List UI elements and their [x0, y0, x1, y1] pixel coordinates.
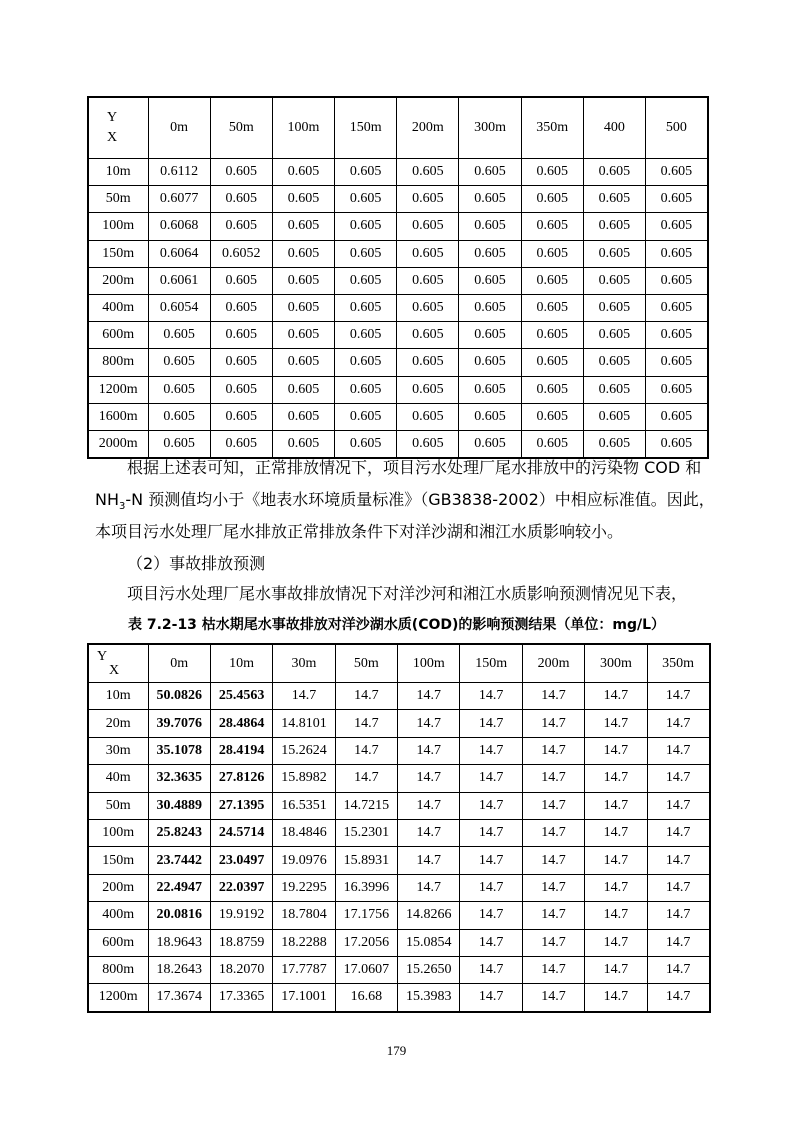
table-cell: 0.605: [335, 430, 397, 458]
column-header: 0m: [148, 644, 210, 683]
table-cell: 14.7: [522, 847, 584, 874]
table-cell: 14.7: [647, 956, 709, 983]
column-header: 50m: [335, 644, 397, 683]
table-cell: 15.3983: [398, 984, 460, 1012]
table-cell: 14.7: [522, 792, 584, 819]
table-cell: 0.605: [521, 349, 583, 376]
table-cell: 19.9192: [210, 902, 272, 929]
table-cell: 24.5714: [210, 819, 272, 846]
table-cell: 0.605: [210, 403, 272, 430]
table-cell: 14.7: [460, 683, 522, 710]
nh3-rest: -N 预测值均小于《地表水环境质量标准》（GB3838-2002）中相应标准值。因此，: [125, 490, 715, 509]
table-cell: 19.0976: [273, 847, 335, 874]
table-cell: 0.605: [210, 376, 272, 403]
table-cell: 32.3635: [148, 765, 210, 792]
table-row: [88, 430, 708, 458]
table-cell: 0.605: [583, 322, 645, 349]
paragraph-conclusion-line1: 根据上述表可知，正常排放情况下，项目污水处理厂尾水排放中的污染物 COD 和: [127, 458, 702, 477]
table-cell: 0.605: [459, 322, 521, 349]
row-header: 800m: [88, 349, 148, 376]
table-cell: 23.7442: [148, 847, 210, 874]
row-header: 200m: [88, 267, 148, 294]
table-cell: 0.605: [646, 159, 708, 186]
table-row: [88, 240, 708, 267]
table-cell: 0.605: [521, 403, 583, 430]
normal-discharge-table: [87, 96, 709, 459]
table-cell: 18.8759: [210, 929, 272, 956]
table-cell: 22.4947: [148, 874, 210, 901]
table-cell: 15.0854: [398, 929, 460, 956]
table-cell: 14.7: [647, 710, 709, 737]
table-cell: 0.605: [583, 213, 645, 240]
table-cell: 0.605: [583, 430, 645, 458]
table-cell: 0.605: [397, 213, 459, 240]
column-header: 100m: [272, 97, 334, 159]
table-cell: 0.605: [210, 430, 272, 458]
table-cell: 0.605: [397, 349, 459, 376]
table-cell: 14.7: [460, 765, 522, 792]
table-row: [88, 847, 710, 874]
table-cell: 0.605: [148, 376, 210, 403]
table-cell: 14.7: [273, 683, 335, 710]
table-cell: 14.7: [398, 765, 460, 792]
table-cell: 18.2643: [148, 956, 210, 983]
table-cell: 0.605: [521, 267, 583, 294]
table-cell: 17.3365: [210, 984, 272, 1012]
table-cell: 0.605: [272, 403, 334, 430]
table-cell: 14.7: [647, 984, 709, 1012]
corner-cell: [88, 97, 148, 159]
table-cell: 0.605: [272, 186, 334, 213]
table-cell: 0.605: [272, 213, 334, 240]
row-header: 50m: [88, 792, 148, 819]
table-cell: 14.7: [585, 710, 647, 737]
row-header: 100m: [88, 819, 148, 846]
table-cell: 0.605: [210, 267, 272, 294]
table-cell: 0.605: [335, 322, 397, 349]
row-header: 150m: [88, 847, 148, 874]
row-header: 400m: [88, 902, 148, 929]
table-cell: 50.0826: [148, 683, 210, 710]
table-cell: 14.7: [585, 765, 647, 792]
row-header: 10m: [88, 683, 148, 710]
table-cell: 14.7: [585, 683, 647, 710]
table-cell: 27.8126: [210, 765, 272, 792]
table-cell: 0.605: [459, 186, 521, 213]
table-cell: 0.605: [272, 294, 334, 321]
corner-cell: [88, 644, 148, 683]
table-cell: 0.605: [397, 186, 459, 213]
table-cell: 14.7: [335, 710, 397, 737]
table-cell: 14.7: [585, 984, 647, 1012]
table-cell: 0.605: [397, 159, 459, 186]
table-cell: 0.605: [335, 159, 397, 186]
table-cell: 30.4889: [148, 792, 210, 819]
table-cell: 14.7: [647, 765, 709, 792]
table-cell: 17.1001: [273, 984, 335, 1012]
table-cell: 14.7: [398, 792, 460, 819]
table-cell: 14.7: [460, 737, 522, 764]
table-cell: 0.605: [521, 186, 583, 213]
table-cell: 0.605: [646, 322, 708, 349]
table-cell: 0.605: [272, 267, 334, 294]
table-cell: 0.605: [397, 322, 459, 349]
table-row: [88, 349, 708, 376]
table-cell: 14.7: [647, 792, 709, 819]
table-cell: 0.6064: [148, 240, 210, 267]
column-header: 200m: [522, 644, 584, 683]
table-cell: 0.605: [210, 186, 272, 213]
row-header: 600m: [88, 322, 148, 349]
paragraph-conclusion-line2: [95, 490, 715, 517]
table-cell: 0.605: [459, 349, 521, 376]
row-header: 150m: [88, 240, 148, 267]
table-cell: 0.605: [148, 430, 210, 458]
table-cell: 14.7: [585, 847, 647, 874]
table-cell: 14.7: [522, 765, 584, 792]
table-cell: 16.68: [335, 984, 397, 1012]
table-row: [88, 819, 710, 846]
table-cell: 0.605: [272, 430, 334, 458]
table-cell: 18.2288: [273, 929, 335, 956]
table-row: [88, 792, 710, 819]
table-cell: 14.7: [522, 929, 584, 956]
column-header: 50m: [210, 97, 272, 159]
table-row: [88, 403, 708, 430]
table-cell: 0.605: [210, 322, 272, 349]
table-cell: 23.0497: [210, 847, 272, 874]
table-cell: 0.605: [148, 403, 210, 430]
table-cell: 0.605: [272, 376, 334, 403]
table-cell: 14.7: [522, 874, 584, 901]
table-cell: 19.2295: [273, 874, 335, 901]
table-cell: 0.605: [646, 403, 708, 430]
table-cell: 15.2650: [398, 956, 460, 983]
table-cell: 28.4194: [210, 737, 272, 764]
table-cell: 0.605: [397, 403, 459, 430]
table-cell: 14.8266: [398, 902, 460, 929]
column-header: 300m: [585, 644, 647, 683]
table-row: [88, 929, 710, 956]
table-row: [88, 186, 708, 213]
table-cell: 0.605: [646, 240, 708, 267]
table-cell: 0.605: [210, 349, 272, 376]
table-cell: 15.8982: [273, 765, 335, 792]
table-cell: 14.7: [398, 683, 460, 710]
table-cell: 17.0607: [335, 956, 397, 983]
table-cell: 0.605: [521, 294, 583, 321]
table-cell: 0.605: [148, 322, 210, 349]
column-header: 500: [646, 97, 708, 159]
table-cell: 0.605: [646, 430, 708, 458]
row-header: 600m: [88, 929, 148, 956]
table-cell: 28.4864: [210, 710, 272, 737]
table-cell: 16.5351: [273, 792, 335, 819]
table-row: [88, 294, 708, 321]
column-header: 300m: [459, 97, 521, 159]
table-cell: 0.605: [148, 349, 210, 376]
table-cell: 14.7: [460, 874, 522, 901]
table-cell: 14.7: [522, 737, 584, 764]
table-cell: 16.3996: [335, 874, 397, 901]
table-row: [88, 737, 710, 764]
table-cell: 14.7: [585, 929, 647, 956]
table-cell: 14.7: [460, 710, 522, 737]
table-cell: 0.605: [646, 186, 708, 213]
table-cell: 0.605: [521, 159, 583, 186]
column-header: 150m: [335, 97, 397, 159]
table-cell: 0.605: [335, 240, 397, 267]
column-header: 350m: [521, 97, 583, 159]
table-cell: 0.6077: [148, 186, 210, 213]
column-header: 30m: [273, 644, 335, 683]
table-row: [88, 267, 708, 294]
table-cell: 14.7: [647, 902, 709, 929]
table-cell: 0.605: [521, 430, 583, 458]
table-cell: 14.8101: [273, 710, 335, 737]
table-cell: 25.4563: [210, 683, 272, 710]
row-header: 2000m: [88, 430, 148, 458]
table-cell: 0.6061: [148, 267, 210, 294]
table-cell: 0.605: [335, 267, 397, 294]
column-header: 400: [583, 97, 645, 159]
table-cell: 14.7: [522, 984, 584, 1012]
header-row: [88, 644, 710, 683]
table-cell: 0.605: [646, 267, 708, 294]
table-cell: 17.3674: [148, 984, 210, 1012]
table-cell: 15.2301: [335, 819, 397, 846]
table-cell: 0.605: [459, 213, 521, 240]
column-header: 350m: [647, 644, 709, 683]
page-number: 179: [386, 1043, 407, 1058]
axis-y-label: Y: [97, 648, 108, 664]
table-cell: 14.7: [398, 710, 460, 737]
accident-discharge-table: [87, 643, 711, 1013]
table-cell: 22.0397: [210, 874, 272, 901]
table-cell: 0.6054: [148, 294, 210, 321]
table-cell: 0.605: [335, 213, 397, 240]
table-cell: 0.605: [397, 240, 459, 267]
table-cell: 0.605: [210, 159, 272, 186]
table-cell: 14.7: [585, 737, 647, 764]
table-row: [88, 874, 710, 901]
table-cell: 0.605: [521, 213, 583, 240]
table-cell: 14.7: [398, 847, 460, 874]
table-cell: 14.7: [585, 792, 647, 819]
table-cell: 27.1395: [210, 792, 272, 819]
table-cell: 14.7: [335, 737, 397, 764]
table-cell: 0.605: [521, 240, 583, 267]
table-cell: 14.7: [460, 847, 522, 874]
table-cell: 14.7: [522, 819, 584, 846]
nh3-prefix: NH: [95, 490, 119, 509]
table-cell: 0.605: [335, 186, 397, 213]
table-cell: 14.7: [585, 819, 647, 846]
table-cell: 0.605: [335, 376, 397, 403]
table-cell: 0.605: [646, 294, 708, 321]
table-row: [88, 710, 710, 737]
row-header: 200m: [88, 874, 148, 901]
table-cell: 0.6112: [148, 159, 210, 186]
column-header: 100m: [398, 644, 460, 683]
table-cell: 0.605: [583, 186, 645, 213]
table-cell: 0.605: [459, 159, 521, 186]
row-header: 100m: [88, 213, 148, 240]
table-cell: 14.7: [460, 902, 522, 929]
table-cell: 17.2056: [335, 929, 397, 956]
table-cell: 0.605: [397, 267, 459, 294]
table-row: [88, 984, 710, 1012]
table-row: [88, 322, 708, 349]
table-cell: 14.7: [460, 929, 522, 956]
paragraph-accident-intro: 项目污水处理厂尾水事故排放情况下对洋沙河和湘江水质影响预测情况见下表，: [127, 584, 688, 603]
table-cell: 14.7: [460, 819, 522, 846]
table-cell: 0.605: [210, 294, 272, 321]
table-cell: 14.7: [647, 847, 709, 874]
table-cell: 15.8931: [335, 847, 397, 874]
table-cell: 0.605: [583, 240, 645, 267]
table-cell: 0.605: [272, 159, 334, 186]
table-cell: 14.7: [647, 929, 709, 956]
table-cell: 0.605: [521, 322, 583, 349]
table-cell: 0.605: [272, 240, 334, 267]
table-cell: 25.8243: [148, 819, 210, 846]
table-cell: 0.605: [459, 403, 521, 430]
row-header: 40m: [88, 765, 148, 792]
paragraph-conclusion-line3: 本项目污水处理厂尾水排放正常排放条件下对洋沙湖和湘江水质影响较小。: [95, 522, 624, 541]
table-cell: 35.1078: [148, 737, 210, 764]
table-cell: 14.7: [460, 956, 522, 983]
table-cell: 0.605: [583, 159, 645, 186]
table-cell: 14.7: [522, 710, 584, 737]
row-header: 800m: [88, 956, 148, 983]
row-header: 1200m: [88, 984, 148, 1012]
axis-y-label: Y: [107, 110, 118, 125]
row-header: 1600m: [88, 403, 148, 430]
table-cell: 14.7: [647, 737, 709, 764]
table-cell: 18.4846: [273, 819, 335, 846]
table-cell: 14.7: [522, 956, 584, 983]
table-cell: 0.605: [646, 349, 708, 376]
table-cell: 14.7215: [335, 792, 397, 819]
table-cell: 18.9643: [148, 929, 210, 956]
table-cell: 0.605: [583, 376, 645, 403]
table-row: [88, 765, 710, 792]
table-cell: 0.605: [459, 294, 521, 321]
table-cell: 0.605: [646, 376, 708, 403]
table-row: [88, 956, 710, 983]
table-cell: 15.2624: [273, 737, 335, 764]
table-cell: 14.7: [398, 819, 460, 846]
table-cell: 0.605: [583, 267, 645, 294]
table-cell: 14.7: [335, 683, 397, 710]
row-header: 50m: [88, 186, 148, 213]
table-cell: 0.605: [583, 403, 645, 430]
table-cell: 18.7804: [273, 902, 335, 929]
table-cell: 0.605: [272, 322, 334, 349]
table-cell: 14.7: [522, 683, 584, 710]
table-cell: 17.1756: [335, 902, 397, 929]
row-header: 30m: [88, 737, 148, 764]
row-header: 400m: [88, 294, 148, 321]
column-header: 200m: [397, 97, 459, 159]
table-cell: 0.605: [272, 349, 334, 376]
column-header: 0m: [148, 97, 210, 159]
table-cell: 14.7: [460, 792, 522, 819]
table-cell: 14.7: [647, 874, 709, 901]
table-cell: 14.7: [585, 902, 647, 929]
table-cell: 0.605: [335, 294, 397, 321]
table-cell: 14.7: [398, 874, 460, 901]
section-heading-accident: （2）事故排放预测: [127, 554, 266, 573]
table-cell: 14.7: [522, 902, 584, 929]
table-cell: 0.605: [335, 349, 397, 376]
table-cell: 0.605: [459, 376, 521, 403]
table-cell: 0.605: [397, 294, 459, 321]
table-cell: 0.605: [397, 430, 459, 458]
table-cell: 0.605: [459, 430, 521, 458]
table-cell: 14.7: [585, 874, 647, 901]
nh3-subscript: 3: [119, 501, 126, 513]
table-row: [88, 902, 710, 929]
table-cell: 39.7076: [148, 710, 210, 737]
table-cell: 0.605: [646, 213, 708, 240]
table2-caption: 表 7.2-13 枯水期尾水事故排放对洋沙湖水质(COD)的影响预测结果（单位：mg/L）: [127, 617, 666, 633]
header-row: [88, 97, 708, 159]
table-cell: 14.7: [647, 819, 709, 846]
table-cell: 0.605: [397, 376, 459, 403]
table-cell: 0.605: [521, 376, 583, 403]
table-cell: 0.605: [459, 240, 521, 267]
table-row: [88, 376, 708, 403]
table-cell: 0.6052: [210, 240, 272, 267]
table-cell: 14.7: [460, 984, 522, 1012]
table-cell: 17.7787: [273, 956, 335, 983]
table-cell: 14.7: [335, 765, 397, 792]
table-cell: 14.7: [398, 737, 460, 764]
table-cell: 14.7: [585, 956, 647, 983]
row-header: 20m: [88, 710, 148, 737]
table-cell: 18.2070: [210, 956, 272, 983]
table-cell: 0.605: [210, 213, 272, 240]
table-row: [88, 159, 708, 186]
table-cell: 0.605: [583, 294, 645, 321]
table-cell: 14.7: [647, 683, 709, 710]
row-header: 10m: [88, 159, 148, 186]
column-header: 150m: [460, 644, 522, 683]
table-cell: 20.0816: [148, 902, 210, 929]
row-header: 1200m: [88, 376, 148, 403]
table-cell: 0.605: [583, 349, 645, 376]
axis-x-label: X: [107, 130, 118, 145]
column-header: 10m: [210, 644, 272, 683]
table-cell: 0.605: [335, 403, 397, 430]
table-cell: 0.6068: [148, 213, 210, 240]
table-cell: 0.605: [459, 267, 521, 294]
table-row: [88, 683, 710, 710]
axis-x-label: X: [109, 662, 120, 678]
table-row: [88, 213, 708, 240]
